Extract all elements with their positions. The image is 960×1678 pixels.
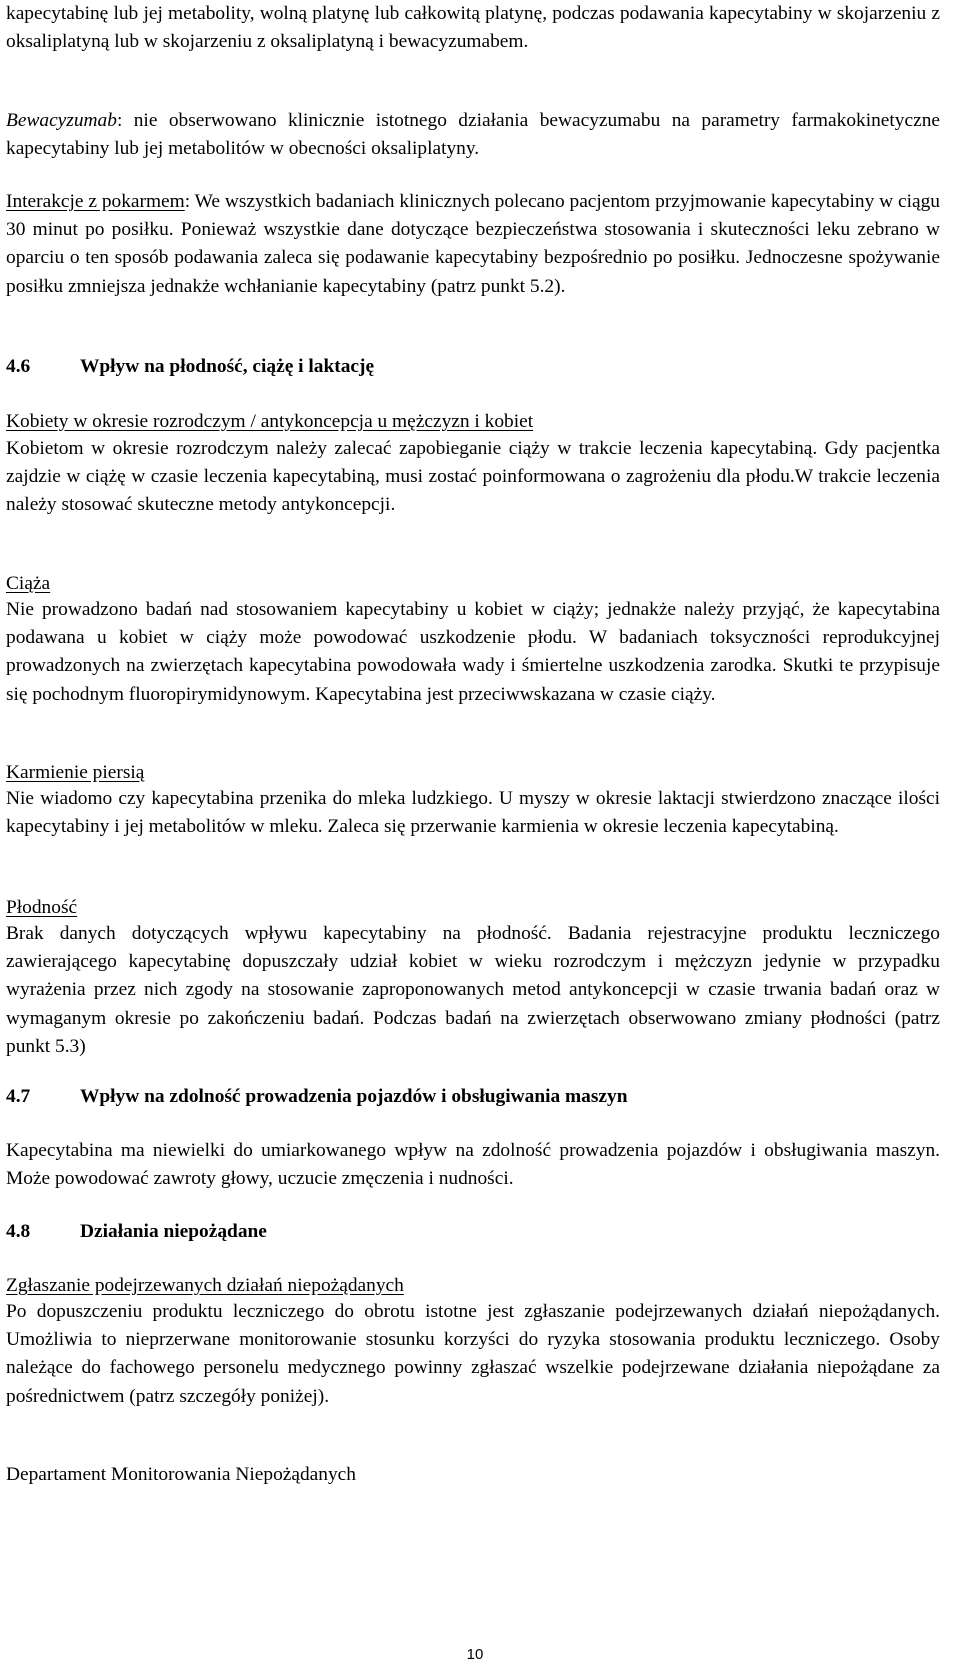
page-number: 10 [466, 1646, 484, 1663]
subheading-contraception: Kobiety w okresie rozrodczym / antykoncepcja u mężczyzn i kobiet [6, 411, 534, 432]
section-heading-4-6 [6, 353, 374, 381]
section-heading-4-8 [6, 1218, 267, 1246]
paragraph-contraception: Kobietom w okresie rozrodczym należy zalecać zapobieganie ciąży w trakcie leczenia kapecytabiną. Gdy pacjentka zajdzie w ciążę w czasie leczenia kapecytabiną, musi zostać poinformowana o zagrożeniu dla płodu.W trakcie leczenia należy stosować skuteczne metody antykoncepcji. [6, 438, 940, 516]
bevacizumab-text: : nie obserwowano klinicznie istotnego działania bewacyzumabu na parametry farmakokinetyczne kapecytabiny lub jej metabolitów w obecności oksaliplatyny. [6, 110, 940, 160]
section-title: Wpływ na zdolność prowadzenia pojazdów i obsługiwania maszyn [80, 1086, 628, 1107]
paragraph-pregnancy: Nie prowadzono badań nad stosowaniem kapecytabiny u kobiet w ciąży; jednakże należy przyjąć, że kapecytabina podawana u kobiet w ciąży może powodować uszkodzenie płodu. W badaniach toksyczności reprodukcyjnej prowadzonych na zwierzętach kapecytabina powodowała wady i śmiertelne uszkodzenia zarodka. Skutki te przypisuje się pochodnym fluoropirymidynowym. Kapecytabina jest przeciwwskazana w czasie ciąży. [6, 599, 940, 705]
section-number: 4.6 [6, 356, 31, 377]
subheading-reporting: Zgłaszanie podejrzewanych działań niepożądanych [6, 1275, 404, 1296]
section-title: Wpływ na płodność, ciążę i laktację [80, 356, 375, 377]
section-number: 4.8 [6, 1221, 31, 1242]
section-number: 4.7 [6, 1086, 31, 1107]
paragraph-fertility: Brak danych dotyczących wpływu kapecytabiny na płodność. Badania rejestracyjne produktu leczniczego zawierającego kapecytabinę dopuszczały udział kobiet w wieku rozrodczym i mężczyzn jedynie w przypadku wyrażenia przez nich zgody na stosowanie zaproponowanych metod antykoncepcji w czasie trwania badań oraz w wymaganym okresie po zakończeniu badań. Podczas badań na zwierzętach obserwowano zmiany płodności (patrz punkt 5.3) [6, 923, 940, 1057]
paragraph-bevacizumab [6, 107, 940, 163]
paragraph-continued: kapecytabinę lub jej metabolity, wolną platynę lub całkowitą platynę, podczas podawania kapecytabiny w skojarzeniu z oksaliplatyną lub w skojarzeniu z oksaliplatyną i bewacyzumabem. [6, 3, 940, 53]
section-heading-4-7 [6, 1083, 628, 1111]
paragraph-driving: Kapecytabina ma niewielki do umiarkowanego wpływ na zdolność prowadzenia pojazdów i obsługiwania maszyn. Może powodować zawroty głowy, uczucie zmęczenia i nudności. [6, 1140, 940, 1190]
paragraph-breastfeeding: Nie wiadomo czy kapecytabina przenika do mleka ludzkiego. U myszy w okresie laktacji stwierdzono znaczące ilości kapecytabiny i jej metabolitów w mleku. Zaleca się przerwanie karmienia w okresie leczenia kapecytabiną. [6, 788, 940, 838]
section-title: Działania niepożądane [80, 1221, 267, 1242]
subheading-pregnancy: Ciąża [6, 573, 51, 594]
paragraph-reporting: Po dopuszczeniu produktu leczniczego do obrotu istotne jest zgłaszanie podejrzewanych działań niepożądanych. Umożliwia to nieprzerwane monitorowanie stosunku korzyści do ryzyka stosowania produktu leczniczego. Osoby należące do fachowego personelu medycznego powinny zgłaszać wszelkie podejrzewane działania niepożądane za pośrednictwem (patrz szczegóły poniżej). [6, 1301, 940, 1407]
department-line: Departament Monitorowania Niepożądanych [6, 1464, 356, 1485]
food-interactions-label: Interakcje z pokarmem [6, 191, 185, 212]
food-interactions-text: : We wszystkich badaniach klinicznych polecano pacjentom przyjmowanie kapecytabiny w ciągu 30 minut po posiłku. Ponieważ wszystkie dane dotyczące bezpieczeństwa stosowania i skuteczności leku zebrano w oparciu o ten sposób podawania zaleca się podawanie kapecytabiny bezpośrednio po posiłku. Jednoczesne spożywanie posiłku zmniejsza jednakże wchłanianie kapecytabiny (patrz punkt 5.2). [6, 191, 940, 297]
bevacizumab-label: Bewacyzumab [6, 110, 117, 131]
subheading-fertility: Płodność [6, 897, 78, 918]
paragraph-food-interactions [6, 188, 940, 301]
subheading-breastfeeding: Karmienie piersią [6, 762, 145, 783]
